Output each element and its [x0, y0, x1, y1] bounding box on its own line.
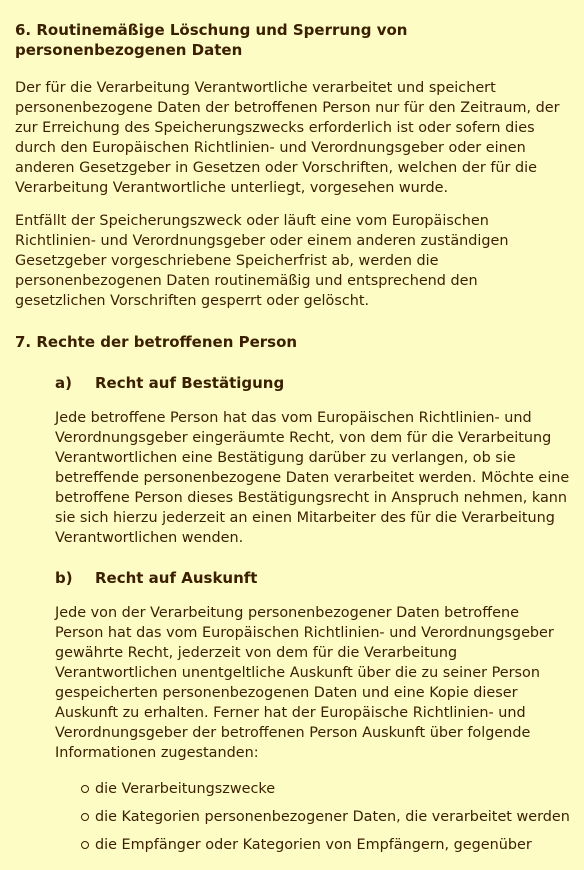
subsection-a-heading — [55, 373, 570, 393]
subsection-b — [15, 568, 570, 855]
list-item-text: die Verarbeitungszwecke — [95, 781, 276, 797]
circle-bullet-icon — [81, 813, 89, 821]
list-item — [56, 835, 570, 855]
section-6-paragraph-2: Entfällt der Speicherungszweck oder läuft eine vom Europäischen Richtlinien- und Verordnungsgeber oder einem anderen zuständigen Gesetzgeber vorgeschriebene Speicherfrist ab, werden die personenbezogenen Daten routinemäßig und entsprechend den gesetzlichen Vorschriften gesperrt oder gelöscht. — [15, 213, 509, 309]
section-6-paragraph-1: Der für die Verarbeitung Verantwortliche verarbeitet und speichert personenbezogene Daten der betroffenen Person nur für den Zeitraum, der zur Erreichung des Speicherungszwecks erforderlich ist oder sofern dies durch den Europäischen Richtlinien- und Verordnungsgeber oder einen anderen Gesetzgeber in Gesetzen oder Vorschriften, welchen der für die Verarbeitung Verantwortliche unterliegt, vorgesehen wurde. — [15, 80, 560, 196]
section-6-heading: 6. Routinemäßige Löschung und Sperrung von personenbezogenen Daten — [15, 21, 408, 59]
circle-bullet-icon — [81, 841, 89, 849]
subsection-b-heading — [55, 568, 570, 588]
information-list — [55, 779, 570, 855]
subsection-a-title: Recht auf Bestätigung — [95, 374, 285, 392]
list-item-text: die Kategorien personenbezogener Daten, die verarbeitet werden — [95, 809, 570, 825]
subsection-a-letter: a) — [55, 374, 72, 392]
list-item — [56, 779, 570, 799]
subsection-b-letter: b) — [55, 569, 73, 587]
subsection-b-title: Recht auf Auskunft — [95, 569, 258, 587]
subsection-a — [15, 373, 570, 548]
list-item-text: die Empfänger oder Kategorien von Empfängern, gegenüber — [95, 837, 532, 853]
subsection-a-text: Jede betroffene Person hat das vom Europäischen Richtlinien- und Verordnungsgeber eingeräumte Recht, von dem für die Verarbeitung Verantwortlichen eine Bestätigung darüber zu verlangen, ob sie betreffende personenbezogene Daten verarbeitet werden. Möchte eine betroffene Person dieses Bestätigungsrecht in Anspruch nehmen, kann sie sich hierzu jederzeit an einen Mitarbeiter des für die Verarbeitung Verantwortlichen wenden. — [55, 410, 570, 546]
subsection-b-text: Jede von der Verarbeitung personenbezogener Daten betroffene Person hat das vom Europäischen Richtlinien- und Verordnungsgeber gewährte Recht, jederzeit von dem für die Verarbeitung Verantwortlichen unentgeltliche Auskunft über die zu seiner Person gespeicherten personenbezogenen Daten und eine Kopie dieser Auskunft zu erhalten. Ferner hat der Europäische Richtlinien- und Verordnungsgeber der betroffenen Person Auskunft über folgende Informationen zugestanden: — [55, 605, 554, 761]
section-7-heading: 7. Rechte der betroffenen Person — [15, 333, 298, 351]
circle-bullet-icon — [81, 785, 89, 793]
list-item — [56, 807, 570, 827]
